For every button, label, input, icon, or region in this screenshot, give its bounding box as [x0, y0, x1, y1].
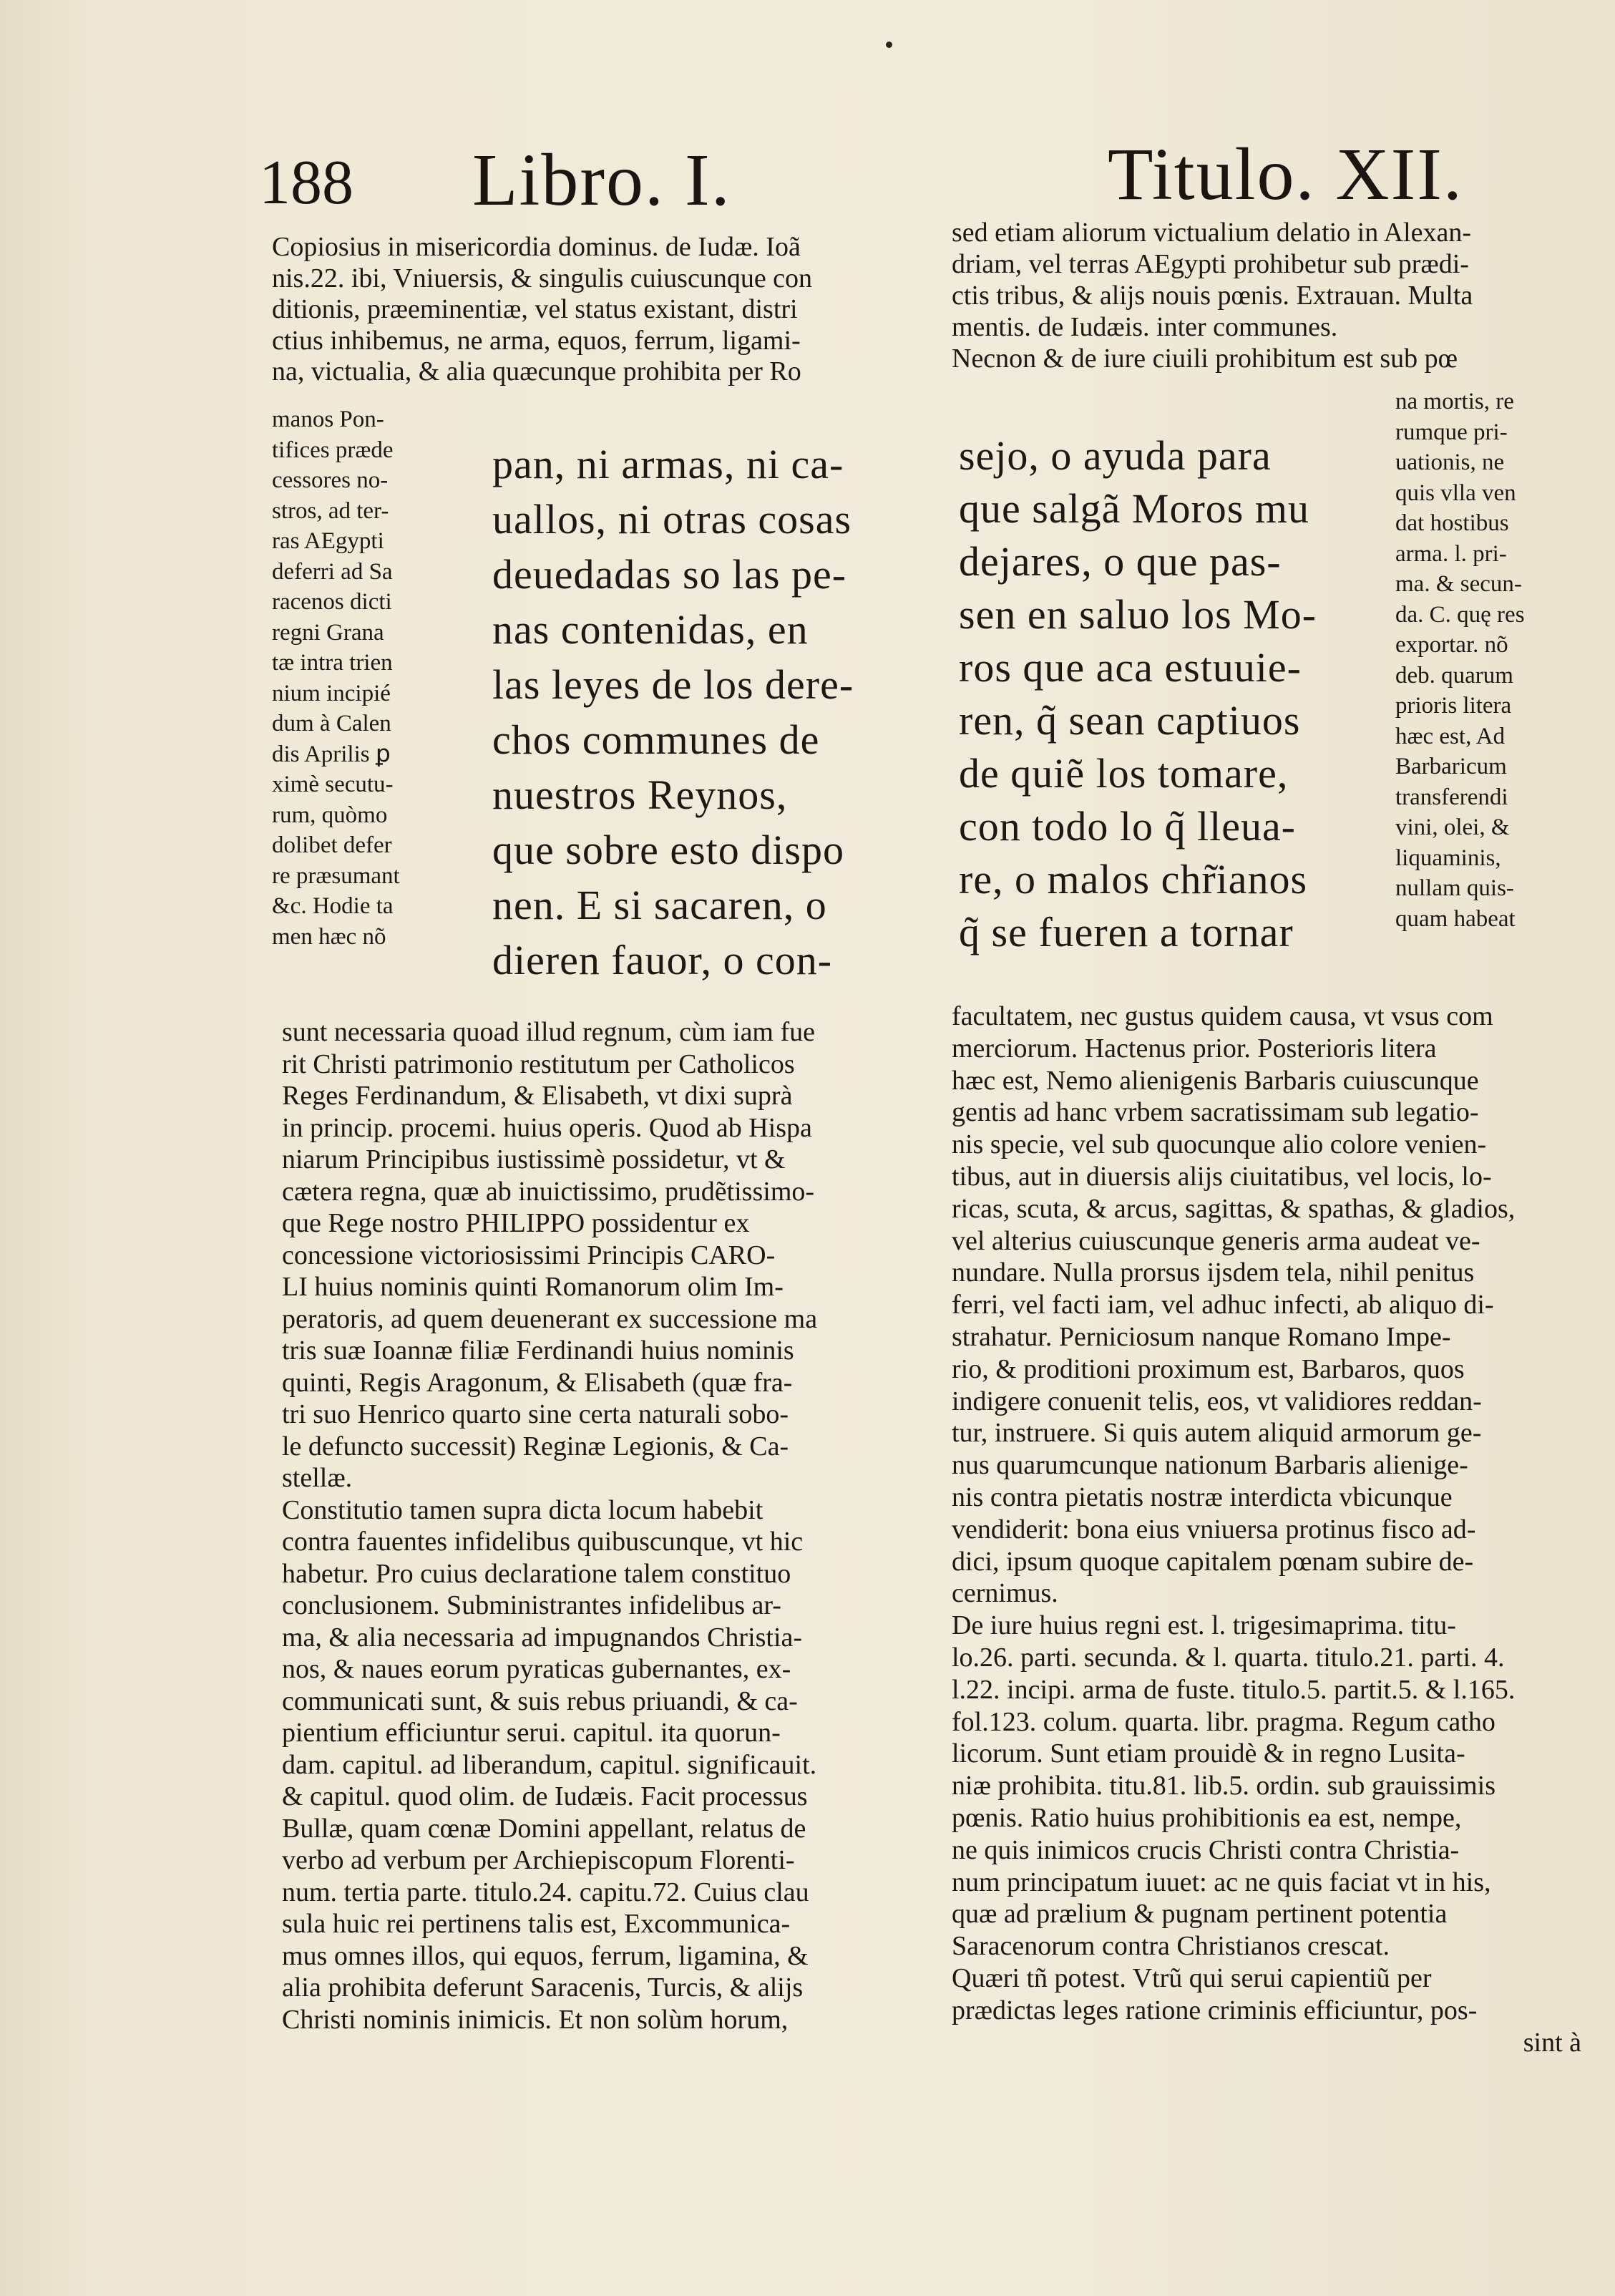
text-line: con todo lo q̃ lleua- [959, 803, 1297, 850]
text-line: de quiẽ los tomare, [959, 750, 1289, 797]
text-line: dici, ipsum quoque capitalem pœnam subire de- [952, 1546, 1474, 1577]
text-line: Christi nominis inimicis. Et non solùm horum, [282, 2004, 789, 2035]
text-line: uationis, ne [1395, 449, 1505, 475]
text-line: ren, q̃ sean captiuos [959, 697, 1301, 744]
text-line: dolibet defer [272, 832, 392, 858]
text-line: ma. & secun- [1395, 571, 1522, 597]
text-line: prioris litera [1395, 693, 1512, 719]
text-line: LI huius nominis quinti Romanorum olim Im- [282, 1272, 784, 1302]
text-line: nis.22. ibi, Vniuersis, & singulis cuiuscunque con [272, 263, 813, 293]
text-line: que sobre esto dispo [492, 827, 844, 873]
text-line: rio, & proditioni proximum est, Barbaros, quos [952, 1353, 1465, 1384]
text-line: indigere conuenit telis, eos, vt validiores reddan- [952, 1386, 1482, 1416]
text-line: nis contra pietatis nostræ interdicta vbicunque [952, 1482, 1453, 1512]
text-line: ne quis inimicos crucis Christi contra Christia- [952, 1834, 1460, 1865]
text-line: nuestros Reynos, [492, 772, 788, 818]
text-line: Saracenorum contra Christianos crescat. [952, 1931, 1390, 1962]
text-line: sen en saluo los Mo- [959, 591, 1317, 638]
text-line: uallos, ni otras cosas [492, 496, 852, 543]
text-line: Reges Ferdinandum, & Elisabeth, vt dixi suprà [282, 1081, 793, 1111]
text-line: quam habeat [1395, 905, 1516, 932]
running-head-title: Titulo. XII. [1108, 133, 1463, 215]
text-line: stros, ad ter- [272, 497, 389, 524]
text-line: dejares, o que pas- [959, 538, 1282, 585]
text-line: num principatum iuuet: ac ne quis faciat vt in his, [952, 1867, 1491, 1897]
text-line: stellæ. [282, 1463, 353, 1493]
text-line: que Rege nostro PHILIPPO possidentur ex [282, 1208, 750, 1238]
text-line: sula huic rei pertinens talis est, Excommunica- [282, 1909, 791, 1939]
text-line: Copiosius in misericordia dominus. de Iudæ. Ioã [272, 232, 801, 262]
text-line: transferendi [1395, 784, 1508, 810]
text-line: alia prohibita deferunt Saracenis, Turcis, & alijs [282, 1972, 804, 2003]
text-line: communicati sunt, & suis rebus priuandi, & ca- [282, 1685, 798, 1716]
running-head-book: Libro. I. [472, 139, 731, 221]
text-line: fol.123. colum. quarta. libr. pragma. Regum catho [952, 1706, 1496, 1737]
text-line: merciorum. Hactenus prior. Posterioris litera [952, 1033, 1437, 1064]
text-line: tur, instruere. Si quis autem aliquid armorum ge- [952, 1418, 1482, 1449]
text-line: tibus, aut in diuersis alijs ciuitatibus, vel locis, lo- [952, 1161, 1492, 1192]
text-line: conclusionem. Subministrantes infidelibus ar- [282, 1590, 781, 1620]
text-line: ras AEgypti [272, 528, 384, 554]
left-column-top-text [272, 232, 902, 388]
text-line: rumque pri- [1395, 419, 1508, 445]
text-line: Constitutio tamen supra dicta locum habebit [282, 1494, 763, 1525]
text-line: dum à Calen [272, 711, 391, 736]
text-line: nis specie, vel sub quocunque alio colore venien- [952, 1129, 1487, 1160]
text-line: pan, ni armas, ni ca- [492, 441, 844, 487]
text-line: in princip. procemi. huius operis. Quod ab Hispa [282, 1112, 812, 1143]
text-line: deb. quarum [1395, 662, 1513, 689]
text-line: deferri ad Sa [272, 558, 393, 585]
text-line: regni Grana [272, 619, 384, 646]
left-column-bottom-text [282, 1016, 904, 2035]
text-line: cessores no- [272, 467, 389, 493]
text-line: da. C. quę res [1395, 601, 1525, 628]
text-line: tri suo Henrico quarto sine certa naturali sobo- [282, 1399, 789, 1429]
text-line: num. tertia parte. titulo.24. capitu.72. Cuius clau [282, 1877, 809, 1907]
text-line: mentis. de Iudæis. inter communes. [952, 312, 1338, 342]
text-line: & capitul. quod olim. de Iudæis. Facit processus [282, 1781, 808, 1811]
text-line: sejo, o ayuda para [959, 432, 1272, 479]
text-line: ricas, scuta, & arcus, sagittas, & spathas, & gladios, [952, 1193, 1516, 1224]
text-line: ditionis, præeminentiæ, vel status existant, distri [272, 294, 798, 324]
text-line: q̃ se fueren a tornar [959, 909, 1294, 955]
text-line: Barbaricum [1395, 754, 1507, 779]
text-line: driam, vel terras AEgypti prohibetur sub prædi- [952, 249, 1469, 279]
text-line: dis Aprilis ꝑ [272, 741, 391, 767]
text-line: que salgã Moros mu [959, 485, 1309, 532]
text-line: cætera regna, quæ ab inuictissimo, prudẽtissimo- [282, 1176, 815, 1207]
text-line: tris suæ Ioannæ filiæ Ferdinandi huius nominis [282, 1336, 794, 1366]
text-line: quis vlla ven [1395, 480, 1516, 506]
right-column-top-text [952, 217, 1581, 374]
text-line: re præsumant [272, 862, 400, 889]
page-number: 188 [259, 148, 353, 218]
text-line: dieren fauor, o con- [492, 937, 833, 983]
text-line: lo.26. parti. secunda. & l. quarta. titulo.21. parti. 4. [952, 1642, 1505, 1673]
text-line: tæ intra trien [272, 650, 393, 676]
text-line: quæ ad prælium & pugnam pertinent potentia [952, 1899, 1448, 1930]
text-line: licorum. Sunt etiam prouidè & in regno Lusita- [952, 1738, 1465, 1769]
text-line: De iure huius regni est. l. trigesimaprima. titu- [952, 1610, 1456, 1641]
text-line: niæ prohibita. titu.81. lib.5. ordin. sub grauissimis [952, 1771, 1496, 1801]
text-line: Bullæ, quam cœnæ Domini appellant, relatus de [282, 1813, 806, 1844]
text-line: sed etiam aliorum victualium delatio in Alexan- [952, 218, 1472, 248]
text-line: deuedadas so las pe- [492, 551, 847, 598]
text-line: gentis ad hanc vrbem sacratissimam sub legatio- [952, 1097, 1479, 1128]
text-line: contra fauentes infidelibus quibuscunque, vt hic [282, 1527, 804, 1557]
text-line: vel alterius cuiuscunque generis arma audeat ve- [952, 1225, 1480, 1256]
text-line: liquaminis, [1395, 845, 1501, 871]
text-line: dam. capitul. ad liberandum, capitul. significauit. [282, 1749, 817, 1780]
text-line: vendiderit: bona eius vniuersa protinus fisco ad- [952, 1514, 1476, 1545]
text-line: pœnis. Ratio huius prohibitionis ea est, nempe, [952, 1802, 1462, 1833]
text-line: rum, quòmo [272, 802, 388, 828]
left-large-spanish-text [492, 437, 904, 988]
text-line: habetur. Pro cuius declaratione talem constituo [282, 1558, 791, 1589]
text-line: re, o malos chr̃ianos [959, 856, 1308, 903]
text-line: las leyes de los dere- [492, 661, 854, 708]
right-column-bottom-text [952, 1001, 1581, 2058]
text-line: niarum Principibus iustissimè possidetur, vt & [282, 1144, 786, 1174]
text-line: nium incipié [272, 680, 391, 706]
text-line: arma. l. pri- [1395, 540, 1507, 567]
left-marginal-gloss [272, 404, 459, 952]
text-line: nen. E si sacaren, o [492, 882, 827, 928]
text-line: manos Pon- [272, 407, 384, 432]
text-line: nas contenidas, en [492, 606, 809, 653]
text-line: &c. Hodie ta [272, 893, 394, 919]
text-line: peratoris, ad quem deuenerant ex successione ma [282, 1303, 818, 1334]
text-line: dat hostibus [1395, 510, 1509, 536]
text-line: rit Christi patrimonio restitutum per Catholicos [282, 1049, 795, 1079]
text-line: ros que aca estuuie- [959, 644, 1302, 691]
text-line: nos, & naues eorum pyraticas gubernantes, ex- [282, 1654, 791, 1684]
text-line: ctius inhibemus, ne arma, equos, ferrum, ligami- [272, 325, 801, 356]
text-line: facultatem, nec gustus quidem causa, vt vsus com [952, 1001, 1493, 1031]
right-large-spanish-text [959, 429, 1367, 959]
text-line: sunt necessaria quoad illud regnum, cùm iam fue [282, 1017, 816, 1047]
text-line: vini, olei, & [1395, 814, 1510, 840]
text-line: mus omnes illos, qui equos, ferrum, ligamina, & [282, 1940, 809, 1971]
ink-dot [886, 42, 892, 48]
right-marginal-gloss [1395, 386, 1587, 934]
text-line: cernimus. [952, 1578, 1058, 1609]
text-line: prædictas leges ratione criminis efficiuntur, pos- [952, 1995, 1478, 2025]
text-line: pientium efficiuntur serui. capitul. ita quorun- [282, 1718, 781, 1748]
text-line: hæc est, Nemo alienigenis Barbaris cuiuscunque [952, 1065, 1479, 1096]
text-line: tifices præde [272, 437, 394, 463]
text-line: concessione victoriosissimi Principis CARO- [282, 1240, 776, 1270]
text-line: men hæc nõ [272, 923, 386, 950]
text-line: chos communes de [492, 716, 820, 763]
text-line: ximè secutu- [272, 772, 394, 797]
text-line: le defuncto successit) Reginæ Legionis, & Ca- [282, 1431, 789, 1461]
text-line: strahatur. Perniciosum nanque Romano Impe- [952, 1321, 1451, 1352]
text-line: nus quarumcunque nationum Barbaris alienige- [952, 1450, 1468, 1481]
text-line: na, victualia, & alia quæcunque prohibita per Ro [272, 356, 801, 386]
text-line: nullam quis- [1395, 875, 1514, 901]
text-line: Quæri tñ potest. Vtrũ qui serui capientiũ per [952, 1962, 1432, 1993]
text-line: nundare. Nulla prorsus ijsdem tela, nihil penitus [952, 1258, 1475, 1288]
text-line: sint à [1523, 2027, 1581, 2058]
text-line: na mortis, re [1395, 389, 1514, 414]
text-line: hæc est, Ad [1395, 723, 1506, 749]
text-line: ma, & alia necessaria ad impugnandos Christia- [282, 1622, 803, 1653]
text-line: ctis tribus, & alijs nouis pœnis. Extrauan. Multa [952, 281, 1473, 311]
text-line: exportar. nõ [1395, 632, 1508, 658]
text-line: quinti, Regis Aragonum, & Elisabeth (quæ fra- [282, 1367, 793, 1398]
text-line: l.22. incipi. arma de fuste. titulo.5. partit.5. & l.165. [952, 1674, 1516, 1705]
text-line: racenos dicti [272, 589, 392, 615]
text-line: ferri, vel facti iam, vel adhuc infecti, ab aliquo di- [952, 1290, 1494, 1320]
text-line: verbo ad verbum per Archiepiscopum Florenti- [282, 1845, 795, 1875]
text-line: Necnon & de iure ciuili prohibitum est sub pœ [952, 344, 1458, 374]
